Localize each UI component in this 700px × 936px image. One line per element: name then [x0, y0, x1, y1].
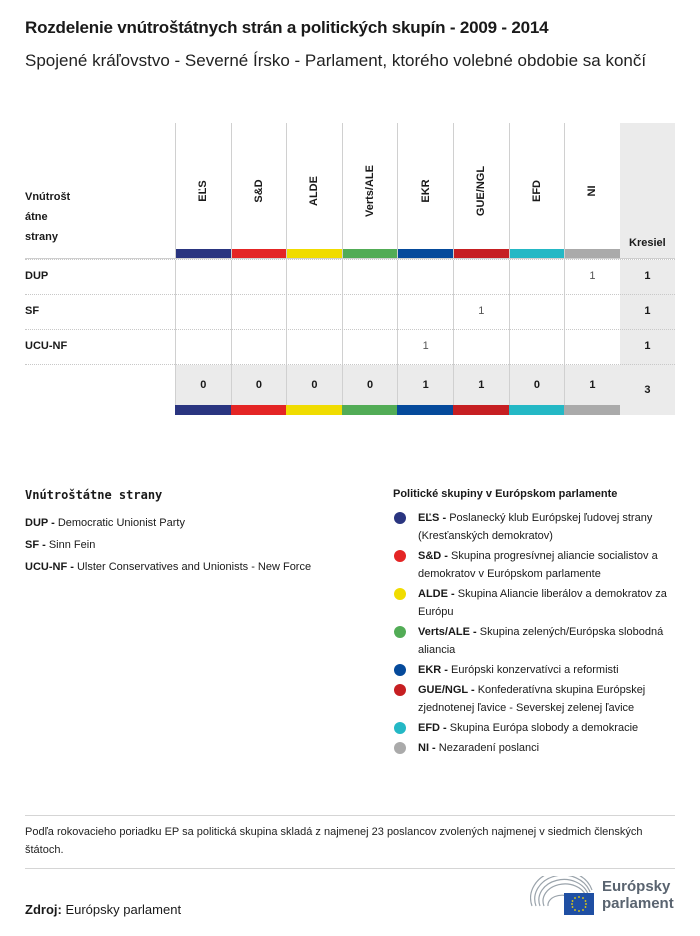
totals-row [25, 364, 675, 414]
seat-cell [231, 260, 287, 295]
political-groups-heading: Politické skupiny v Európskom parlamente [393, 488, 618, 500]
column-total-cell: 0 [286, 365, 342, 405]
total-column-label: Kresiel [629, 237, 666, 249]
source-label: Zdroj: [25, 902, 62, 917]
row-party-label: DUP [25, 270, 49, 282]
party-abbr: UCU-NF - [25, 561, 74, 573]
group-name: Skupina Aliancie liberálov a demokratov za Európu [418, 588, 667, 618]
legend-group-item [393, 661, 683, 679]
column-header [564, 123, 620, 259]
party-abbr: DUP - [25, 517, 55, 529]
seat-cell [286, 260, 342, 295]
party-abbr: SF - [25, 539, 46, 551]
column-label: NI [586, 185, 599, 197]
logo-line: parlament [602, 895, 674, 912]
table-row [25, 294, 675, 329]
column-label: ALDE [308, 176, 321, 206]
column-color-bar [397, 405, 453, 415]
group-abbr: NI - [418, 742, 436, 754]
seat-cell [286, 330, 342, 365]
seat-cell [286, 295, 342, 330]
logo-text [602, 878, 674, 912]
color-dot-icon [394, 684, 406, 696]
seat-cell [342, 330, 398, 365]
european-parliament-logo-icon [530, 876, 598, 920]
seat-cell: 1 [564, 260, 620, 295]
seat-cell [175, 260, 231, 295]
legend-group-item [393, 585, 683, 621]
divider [25, 868, 675, 869]
legend-group-item [393, 509, 683, 545]
column-header [286, 123, 342, 259]
row-total-cell: 1 [620, 330, 675, 365]
group-name: Skupina Európa slobody a demokracie [449, 722, 639, 734]
group-name: Európski konzervatívci a reformisti [451, 664, 619, 676]
group-abbr: S&D - [418, 550, 448, 562]
national-parties-heading: Vnútroštátne strany [25, 488, 163, 502]
seat-cell [509, 330, 565, 365]
column-label: EKR [419, 179, 432, 203]
row-total-cell: 1 [620, 295, 675, 330]
party-name: Sinn Fein [48, 539, 96, 551]
row-total-cell: 1 [620, 260, 675, 295]
column-color-bar [342, 405, 398, 415]
group-name: Skupina progresívnej aliancie socialistov a demokratov v Európskom parlamente [418, 550, 658, 580]
color-dot-icon [394, 626, 406, 638]
color-dot-icon [394, 512, 406, 524]
row-party-label: SF [25, 305, 40, 317]
group-name: Skupina zelených/Európska slobodná aliancia [418, 626, 664, 656]
legend-group-item [393, 547, 683, 583]
source [25, 902, 181, 917]
column-color-bar [231, 405, 287, 415]
chart-subtitle: Spojené kráľovstvo - Severné Írsko - Parlament, ktorého volebné obdobie sa končí [25, 51, 647, 70]
column-total-cell: 0 [175, 365, 231, 405]
seat-cell [453, 330, 509, 365]
column-total-cell: 1 [453, 365, 509, 405]
european-parliament-logo [530, 876, 680, 920]
column-color-bar [175, 405, 231, 415]
group-abbr: Verts/ALE - [418, 626, 477, 638]
row-header-line: strany [25, 231, 59, 243]
seat-cell: 1 [397, 330, 453, 365]
party-name: Ulster Conservatives and Unionists - New Force [76, 561, 312, 573]
legend-group-item [393, 681, 683, 717]
seat-cell [231, 295, 287, 330]
row-header-line: átne [25, 211, 48, 223]
seat-cell: 1 [453, 295, 509, 330]
group-abbr: EĽS - [418, 512, 447, 524]
column-label: S&D [252, 179, 265, 203]
seat-cell [509, 260, 565, 295]
legend-group-item [393, 719, 683, 737]
column-header [397, 123, 453, 259]
logo-line: Európsky [602, 878, 671, 895]
source-value: Európsky parlament [65, 902, 182, 917]
column-total-cell: 1 [397, 365, 453, 405]
column-color-bar [564, 405, 620, 415]
group-abbr: EFD - [418, 722, 447, 734]
column-color-bar [286, 405, 342, 415]
column-label: EFD [530, 180, 543, 202]
row-party-label: UCU-NF [25, 340, 68, 352]
group-name: Konfederatívna skupina Európskej zjednotenej ľavice - Severskej zelenej ľavice [418, 684, 646, 714]
column-label: GUE/NGL [475, 165, 488, 217]
group-abbr: GUE/NGL - [418, 684, 475, 696]
seat-cell [397, 295, 453, 330]
seat-cell [175, 295, 231, 330]
color-dot-icon [394, 742, 406, 754]
seat-cell [342, 260, 398, 295]
legend-party-item [25, 534, 375, 556]
column-label: Verts/ALE [364, 165, 377, 217]
total-column-header [620, 123, 675, 259]
column-total-cell: 0 [231, 365, 287, 405]
table-row [25, 329, 675, 364]
group-name: Nezaradení poslanci [438, 742, 540, 754]
column-header [453, 123, 509, 259]
legend-group-item [393, 623, 683, 659]
row-header [25, 187, 85, 247]
grand-total-cell: 3 [620, 365, 675, 415]
group-abbr: EKR - [418, 664, 448, 676]
color-dot-icon [394, 588, 406, 600]
footnote: Podľa rokovacieho poriadku EP sa politická skupina skladá z najmenej 23 poslancov zvolených najmenej v siedmich členských štátoch. [25, 826, 643, 856]
seat-cell [564, 330, 620, 365]
column-total-cell: 0 [509, 365, 565, 405]
seat-cell [564, 295, 620, 330]
column-color-bar [453, 405, 509, 415]
column-header [175, 123, 231, 259]
seat-cell [509, 295, 565, 330]
national-parties-legend [25, 488, 375, 578]
political-groups-legend [393, 488, 683, 759]
column-header [509, 123, 565, 259]
legend-party-item [25, 512, 375, 534]
group-abbr: ALDE - [418, 588, 455, 600]
divider [25, 815, 675, 816]
chart-title: Rozdelenie vnútroštátnych strán a politických skupín - 2009 - 2014 [25, 18, 549, 37]
column-header [231, 123, 287, 259]
column-color-bar [509, 405, 565, 415]
group-name: Poslanecký klub Európskej ľudovej strany (Kresťanských demokratov) [418, 512, 653, 542]
color-dot-icon [394, 722, 406, 734]
seat-cell [453, 260, 509, 295]
color-dot-icon [394, 664, 406, 676]
table-row [25, 259, 675, 294]
row-header-line: Vnútrošt [25, 191, 71, 203]
seat-cell [342, 295, 398, 330]
column-label: EĽS [197, 180, 210, 202]
party-name: Democratic Unionist Party [57, 517, 185, 529]
column-total-cell: 1 [564, 365, 620, 405]
seat-cell [397, 260, 453, 295]
seat-cell [175, 330, 231, 365]
column-header [342, 123, 398, 259]
legend-party-item [25, 556, 375, 578]
column-total-cell: 0 [342, 365, 398, 405]
legend-group-item [393, 739, 683, 757]
seat-cell [231, 330, 287, 365]
color-dot-icon [394, 550, 406, 562]
